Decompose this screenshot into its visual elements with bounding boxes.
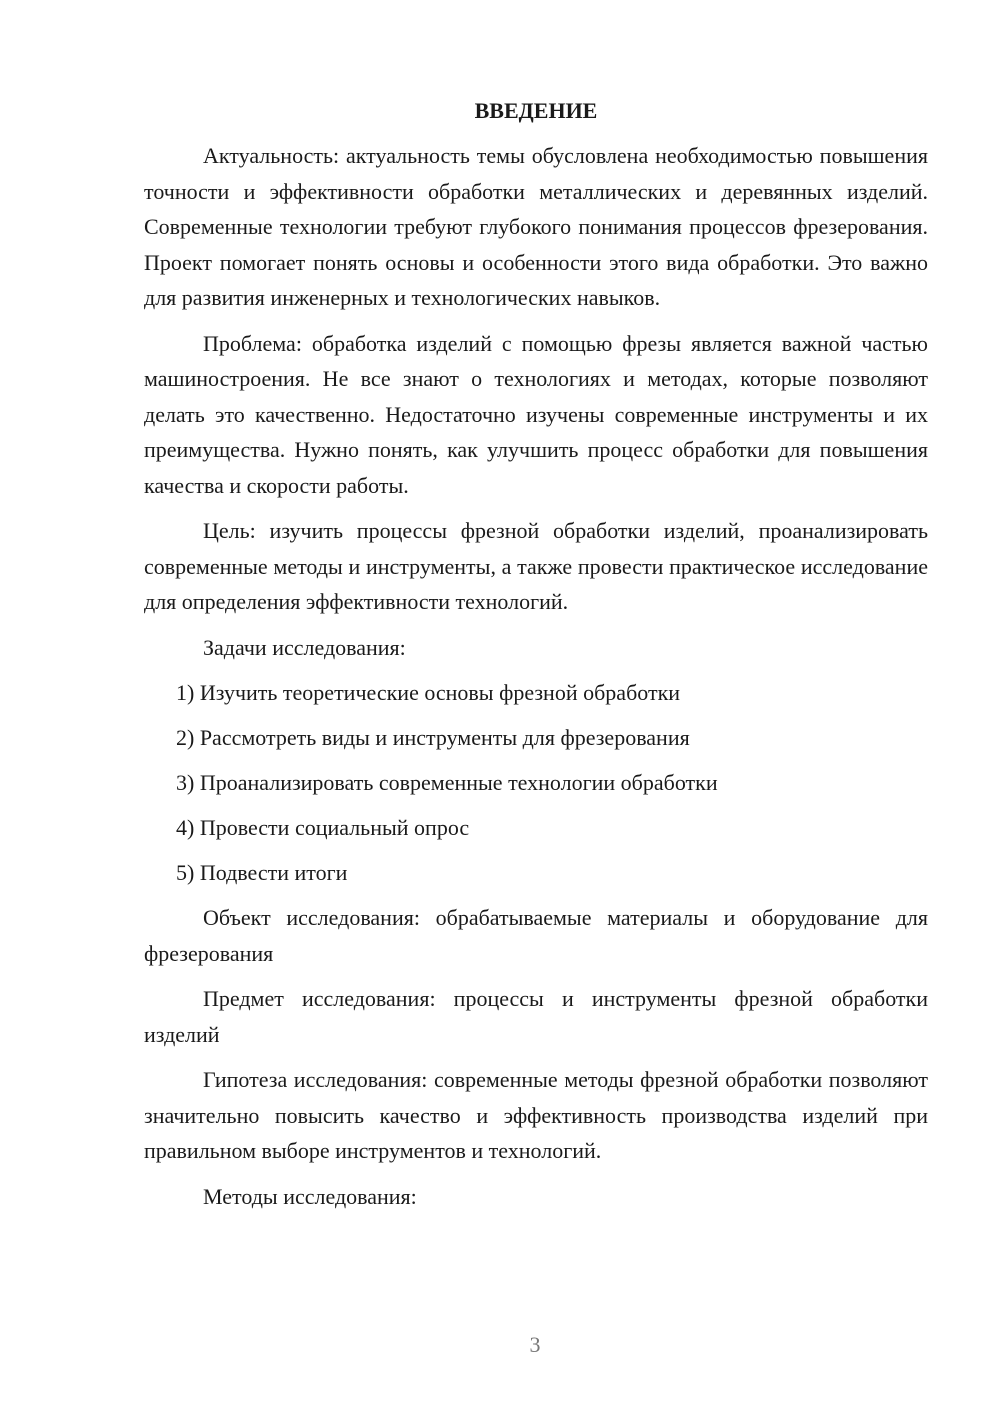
document-page [144, 96, 928, 1224]
list-item: 1) Изучить теоретические основы фрезной обработки [176, 680, 681, 705]
paragraph-problem: Проблема: обработка изделий с помощью фрезы является важной частью машиностроения. Не все знают о технологиях и методах, которые позволяют делать это качественно. Недостаточно изучены современные инструменты и их преимущества. Нужно понять, как улучшить процесс обработки для повышения качества и скорости работы. [144, 330, 928, 498]
methods-heading: Методы исследования: [203, 1183, 417, 1209]
paragraph-hypothesis: Гипотеза исследования: современные методы фрезной обработки позволяют значительно повысить качество и эффективность производства изделий при правильном выборе инструментов и технологий. [144, 1067, 928, 1163]
paragraph-object: Объект исследования: обрабатываемые материалы и оборудование для фрезерования [144, 905, 928, 966]
list-item: 2) Рассмотреть виды и инструменты для фрезерования [176, 725, 690, 750]
section-title: ВВЕДЕНИЕ [474, 98, 598, 123]
paragraph-subject: Предмет исследования: процессы и инструменты фрезной обработки изделий [144, 986, 928, 1047]
paragraph-relevance: Актуальность: актуальность темы обусловлена необходимостью повышения точности и эффективности обработки металлических и деревянных изделий. Современные технологии требуют глубокого понимания процессов фрезерования. Проект помогает понять основы и особенности этого вида обработки. Это важно для развития инженерных и технологических навыков. [144, 143, 928, 310]
list-item: 5) Подвести итоги [176, 860, 348, 885]
list-item: 3) Проанализировать современные технологии обработки [176, 770, 718, 795]
paragraph-goal: Цель: изучить процессы фрезной обработки изделий, проанализировать современные методы и инструменты, а также провести практическое исследование для определения эффективности технологий. [144, 518, 928, 614]
tasks-list [144, 675, 928, 891]
tasks-heading: Задачи исследования: [203, 634, 406, 660]
list-item: 4) Провести социальный опрос [176, 815, 470, 840]
page-number: 3 [529, 1332, 541, 1357]
